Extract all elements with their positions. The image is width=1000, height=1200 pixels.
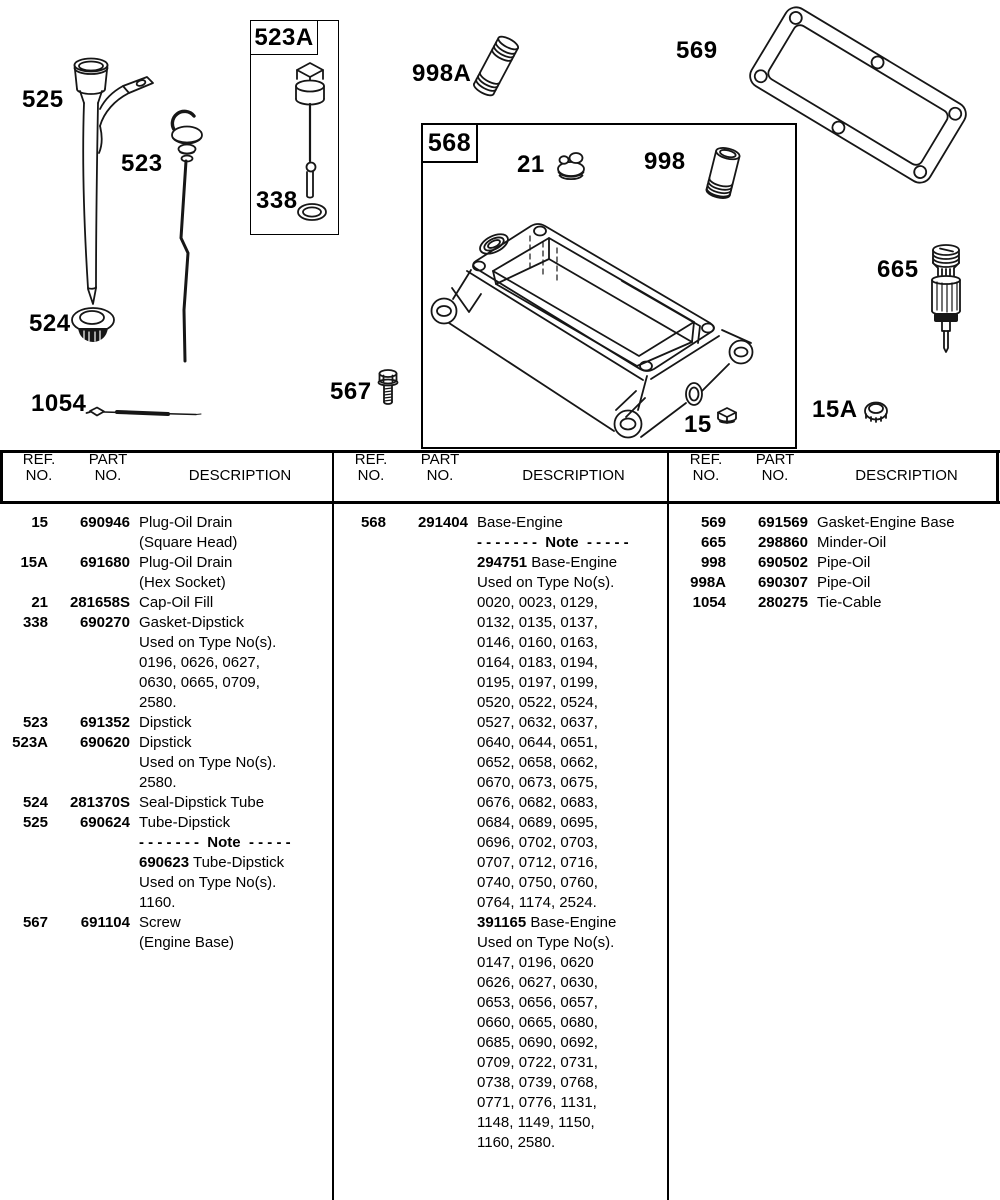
table-row: 525 690624 Tube-Dipstick — [22, 814, 231, 831]
table-row: - - - - - - - Note - - - - - — [477, 534, 629, 551]
table-row: Used on Type No(s). — [477, 574, 615, 591]
table-row: 0196, 0626, 0627, — [139, 654, 260, 671]
table-row: 0527, 0632, 0637, — [477, 714, 598, 731]
table-row: Used on Type No(s). — [139, 634, 277, 651]
table-row: 2580. — [139, 774, 177, 791]
label-998: 998 — [644, 148, 686, 175]
description-header: DESCRIPTION — [188, 467, 292, 484]
label-524: 524 — [29, 310, 71, 337]
table-row: 523 691352 Dipstick — [22, 714, 192, 731]
screw-illustration — [379, 370, 398, 404]
table-row: 0653, 0656, 0657, — [477, 994, 598, 1011]
table-row: 0685, 0690, 0692, — [477, 1034, 598, 1051]
table-row: 0146, 0160, 0163, — [477, 634, 598, 651]
table-row: 0676, 0682, 0683, — [477, 794, 598, 811]
table-row: 2580. — [139, 694, 177, 711]
label-665: 665 — [877, 256, 919, 283]
description-header: DESCRIPTION — [855, 467, 958, 484]
parts-table-column-3 — [669, 513, 998, 613]
label-525: 525 — [22, 86, 64, 113]
table-row: 0164, 0183, 0194, — [477, 654, 598, 671]
callout-568-label: 568 — [427, 128, 472, 157]
tube-dipstick-illustration — [75, 59, 154, 305]
table-row: 0652, 0658, 0662, — [477, 754, 598, 771]
table-row: 0696, 0702, 0703, — [477, 834, 598, 851]
table-row: 1054 280275 Tie-Cable — [692, 594, 882, 611]
label-338: 338 — [256, 187, 298, 214]
table-row: 0630, 0665, 0709, — [139, 674, 260, 691]
table-header-col3 — [669, 452, 998, 500]
table-row: 0132, 0135, 0137, — [477, 614, 598, 631]
table-row: 1160, 2580. — [477, 1134, 556, 1151]
label-1054: 1054 — [31, 390, 87, 417]
tie-cable-illustration — [87, 408, 202, 416]
table-row: 0670, 0673, 0675, — [477, 774, 598, 791]
label-998a: 998A — [412, 60, 472, 87]
table-row: (Square Head) — [139, 534, 238, 551]
table-row: 568 291404 Base-Engine — [360, 514, 563, 531]
ref-no-header: REF. NO. — [689, 451, 723, 484]
table-row: 0147, 0196, 0620 — [477, 954, 594, 971]
table-header-border — [0, 501, 1000, 504]
table-row: 0709, 0722, 0731, — [477, 1054, 598, 1071]
table-row: 0660, 0665, 0680, — [477, 1014, 598, 1031]
table-row: 523A 690620 Dipstick — [12, 734, 192, 751]
table-row: 1148, 1149, 1150, — [477, 1114, 595, 1131]
table-row: 665 298860 Minder-Oil — [700, 534, 887, 551]
table-row: 0707, 0712, 0716, — [477, 854, 598, 871]
table-row: 294751 Base-Engine — [477, 554, 618, 571]
label-15: 15 — [684, 411, 712, 438]
table-row: 15 690946 Plug-Oil Drain — [31, 514, 233, 531]
table-row: (Engine Base) — [139, 934, 235, 951]
pipe-oil-998a-illustration — [472, 34, 520, 98]
table-header-col2 — [334, 452, 667, 500]
description-header: DESCRIPTION — [522, 467, 625, 484]
table-header-col1 — [2, 452, 332, 500]
part-no-header: PART NO. — [88, 451, 128, 484]
table-row: 998A 690307 Pipe-Oil — [690, 574, 871, 591]
callout-523a-label: 523A — [254, 23, 314, 51]
table-row: 569 691569 Gasket-Engine Base — [700, 514, 955, 531]
table-row: 690623 Tube-Dipstick — [139, 854, 285, 871]
label-21: 21 — [517, 151, 545, 178]
table-row: 567 691104 Screw — [22, 914, 181, 931]
minder-oil-illustration — [932, 245, 960, 352]
dipstick-illustration — [172, 111, 202, 361]
table-row: 15A 691680 Plug-Oil Drain — [20, 554, 233, 571]
table-row: 0740, 0750, 0760, — [477, 874, 598, 891]
table-row: 998 690502 Pipe-Oil — [700, 554, 871, 571]
table-row: 0626, 0627, 0630, — [477, 974, 598, 991]
parts-table-column-2 — [334, 513, 667, 1153]
inset-box-568 — [421, 123, 797, 449]
table-row: 524 281370S Seal-Dipstick Tube — [22, 794, 265, 811]
table-row: 0764, 1174, 2524. — [477, 894, 597, 911]
table-row: 0738, 0739, 0768, — [477, 1074, 598, 1091]
label-15a: 15A — [812, 396, 858, 423]
ref-no-header: REF. NO. — [354, 451, 388, 484]
label-567: 567 — [330, 378, 372, 405]
callout-523a — [250, 20, 318, 55]
table-row: 391165 Base-Engine — [477, 914, 617, 931]
table-row: 338 690270 Gasket-Dipstick — [22, 614, 245, 631]
part-no-header: PART NO. — [755, 451, 795, 484]
table-row: - - - - - - - Note - - - - - — [139, 834, 291, 851]
label-523: 523 — [121, 150, 163, 177]
table-row: 0195, 0197, 0199, — [477, 674, 598, 691]
table-row: Used on Type No(s). — [477, 934, 615, 951]
table-row: 0640, 0644, 0651, — [477, 734, 598, 751]
plug-oil-drain-15a-illustration — [865, 403, 887, 423]
table-row: 1160. — [139, 894, 176, 911]
part-no-header: PART NO. — [420, 451, 460, 484]
parts-table-column-1 — [2, 513, 332, 953]
table-row: (Hex Socket) — [139, 574, 226, 591]
table-row: 0771, 0776, 1131, — [477, 1094, 597, 1111]
label-569: 569 — [676, 37, 718, 64]
table-row: 0020, 0023, 0129, — [477, 594, 598, 611]
table-row: 21 281658S Cap-Oil Fill — [31, 594, 214, 611]
table-row: 0684, 0689, 0695, — [477, 814, 598, 831]
table-row: Used on Type No(s). — [139, 754, 277, 771]
table-row: Used on Type No(s). — [139, 874, 277, 891]
ref-no-header: REF. NO. — [22, 451, 56, 484]
seal-dipstick-tube-illustration — [72, 308, 114, 342]
callout-568 — [421, 123, 478, 163]
table-row: 0520, 0522, 0524, — [477, 694, 598, 711]
